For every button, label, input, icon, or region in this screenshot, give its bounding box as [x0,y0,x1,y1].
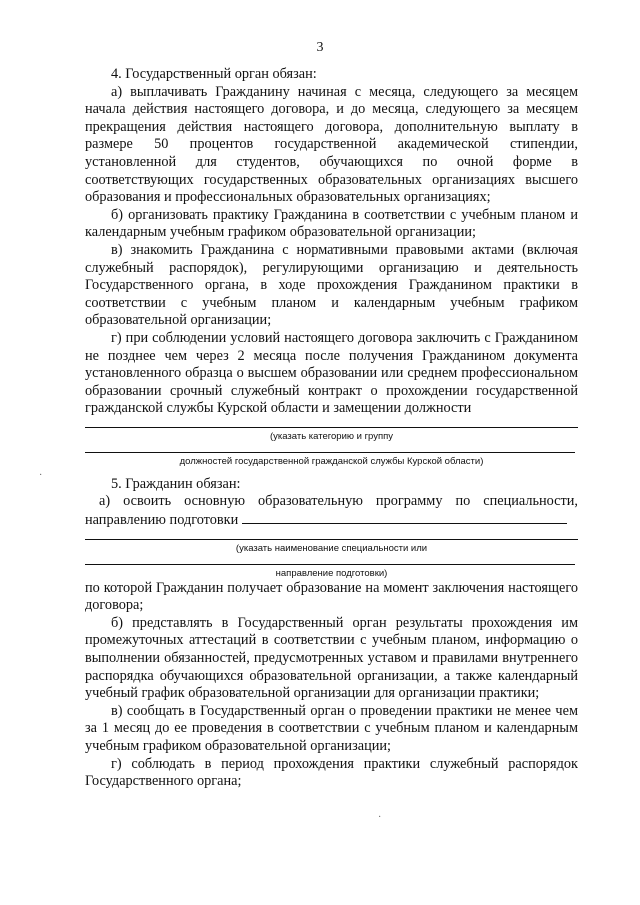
document-body [85,66,578,791]
section-5-heading: 5. Гражданин обязан: [111,475,241,492]
section-5-item-b: б) представлять в Государственный орган результаты прохождения им промежуточных аттестаций в соответствии с учебным планом, информацию о выполнении обязанностей, предусмотренных уставом и правилами внутреннего распорядка обучающихся образовательной организации, а также календарный учебный график образовательной организации для организации практики; [85,614,578,702]
specialty-inline-fill-line [242,511,567,524]
section-5-item-a-end: по которой Гражданин получает образование на момент заключения настоящего договора; [85,579,578,614]
page-number: 3 [316,40,324,55]
training-direction-fill-line [85,564,575,565]
section-5-item-g: г) соблюдать в период прохождения практики служебный распорядок Государственного органа; [85,755,578,790]
section-4-item-a: а) выплачивать Гражданину начиная с месяца, следующего за месяцем начала действия настоящего договора, и до месяца, следующего за месяцем прекращения действия настоящего договора, дополнительную выплату в размере 50 процентов государственной академической стипендии, установленной для студентов, обучающихся по очной форме в соответствующих государственных образовательных организациях высшего образования и профессиональных образовательных организациях; [85,83,578,206]
position-group-caption: должностей государственной гражданской службы Курской области) [179,455,484,467]
training-direction-caption: направление подготовки) [275,567,388,579]
section-5-item-a-start [85,493,578,529]
section-4-heading: 4. Государственный орган обязан: [111,66,317,82]
specialty-fill-line [85,539,578,540]
section-5-item-a-text: а) освоить основную образовательную программу по специальности, направлению подготовки [85,493,578,529]
section-4-item-v: в) знакомить Гражданина с нормативными правовыми актами (включая служебный распорядок), регулирующими организацию и деятельность Государственного органа, в ходе прохождения Гражданином практики в соответствии с учебным планом и календарным учебным графиком образовательной организации; [85,241,578,329]
section-4-item-b: б) организовать практику Гражданина в соответствии с учебным планом и календарным учебным графиком образовательной организации; [85,206,578,241]
position-category-caption: (указать категорию и группу [269,430,394,442]
position-group-fill-line [85,452,575,453]
scan-mark: · [378,812,382,823]
section-4-item-g: г) при соблюдении условий настоящего договора заключить с Гражданином не позднее чем через 2 месяца после получения Гражданином документа установленного образца о высшем образовании или среднем профессиональном образовании срочный служебный контракт о прохождении государственной гражданской службы Курской области и замещении должности [85,329,578,417]
section-5-item-v: в) сообщать в Государственный орган о проведении практики не менее чем за 1 месяц до ее проведения в соответствии с учебным планом и календарным учебным графиком образовательной организации; [85,702,578,754]
position-category-fill-line [85,427,578,428]
scan-mark: · [39,470,43,481]
specialty-caption: (указать наименование специальности или [235,542,428,554]
